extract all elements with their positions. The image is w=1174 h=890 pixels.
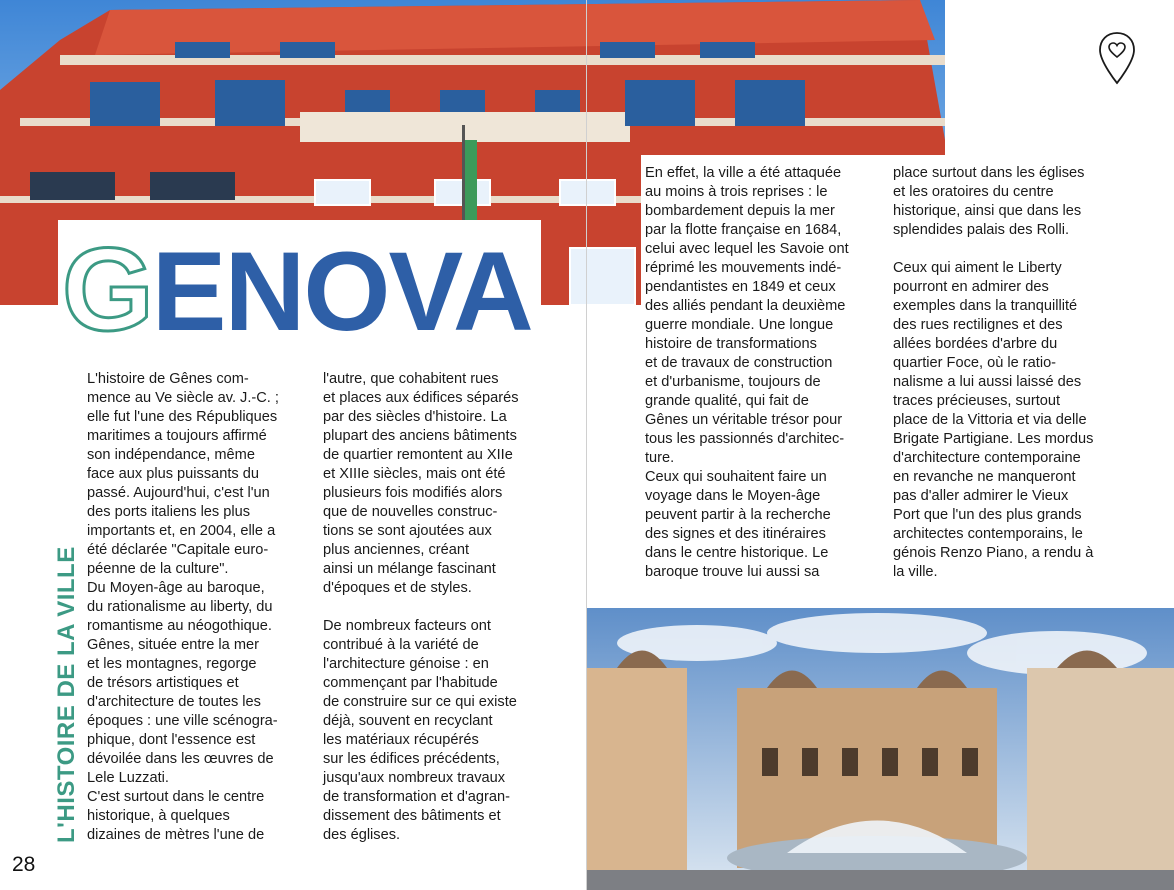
section-label: L'HISTOIRE DE LA VILLE [53,546,80,843]
city-title [62,224,532,356]
text-column-1 [87,370,312,845]
paragraph: En effet, la ville a été attaquée au moins à trois reprises : le bombardement depuis la mer par la flotte française en 1684, celui avec lequel les Savoie ont réprimé les mouvements indé- pendantistes en 1849 et ceux des alliés pendant la deuxième guerre mondiale. Une longue histoire de transformations et de travaux de construction et d'urbanisme, toujours de grande qualité, qui fait de Gênes un véritable trésor pour tous les passionnés d'architec- ture. Ceux qui souhaitent faire un voyage dans le Moyen-âge peuvent partir à la recherche des signes et des itinéraires dans le centre historique. Le baroque trouve lui aussi sa [645,165,849,580]
paragraph: l'autre, que cohabitent rues et places aux édifices séparés par des siècles d'histoire. La plupart des anciens bâtiments de quartier remontent au XIIe et XIIIe siècles, mais ont été plusieurs fois modifiés alors que de nouvelles construc- tions se sont ajoutées aux plus anciennes, créant ainsi un mélange fascinant d'époques et de styles. [323,371,519,596]
paragraph: place surtout dans les églises et les oratoires du centre historique, ainsi que dans les splendides palais des Rolli. [893,165,1085,238]
paragraph: Ceux qui aiment le Liberty pourront en admirer des exemples dans la tranquillité des rues rectilignes et des allées bordées d'arbre du quartier Foce, où le ratio- nalisme a lui aussi laissé des traces précieuses, surtout place de la Vittoria et via delle Brigate Partigiane. Les mordus d'architecture contemporaine en revanche ne manqueront pas d'aller admirer le Vieux Port que l'un des plus grands architectes contemporains, le génois Renzo Piano, a rendu à la ville. [893,260,1094,580]
paragraph: De nombreux facteurs ont contribué à la variété de l'architecture génoise : en commençant par l'habitude de construire sur ce qui existe déjà, souvent en recyclant les matériaux récupérés sur les édifices précédents, jusqu'aux nombreux travaux de transformation et d'agran- dissement des bâtiments et des églises. [323,618,517,843]
text-column-4 [893,164,1128,582]
page-number: 28 [12,853,36,876]
text-column-3 [645,164,873,582]
piazza-fountain-photo [587,608,1174,890]
page-background [945,0,1174,160]
location-heart-pin-icon [1097,30,1137,86]
title-first-letter: G [62,224,152,356]
page-gutter [586,0,587,890]
paragraph: L'histoire de Gênes com- mence au Ve siècle av. J.-C. ; elle fut l'une des Républiques maritimes a toujours affirmé son indépendance, même face aux plus puissants du passé. Aujourd'hui, c'est l'un des ports italiens les plus importants et, en 2004, elle a été déclarée "Capitale euro- péenne de la culture". Du Moyen-âge au baroque, du rationalisme au liberty, du romantisme au néogothique. Gênes, située entre la mer et les montagnes, regorge de trésors artistiques et d'architecture de toutes les époques : une ville scénogra- phique, dont l'essence est dévoilée dans les œuvres de Lele Luzzati. C'est surtout dans le centre historique, à quelques dizaines de mètres l'une de [87,371,279,843]
text-column-2 [323,370,548,845]
title-rest: ENOVA [151,229,532,354]
